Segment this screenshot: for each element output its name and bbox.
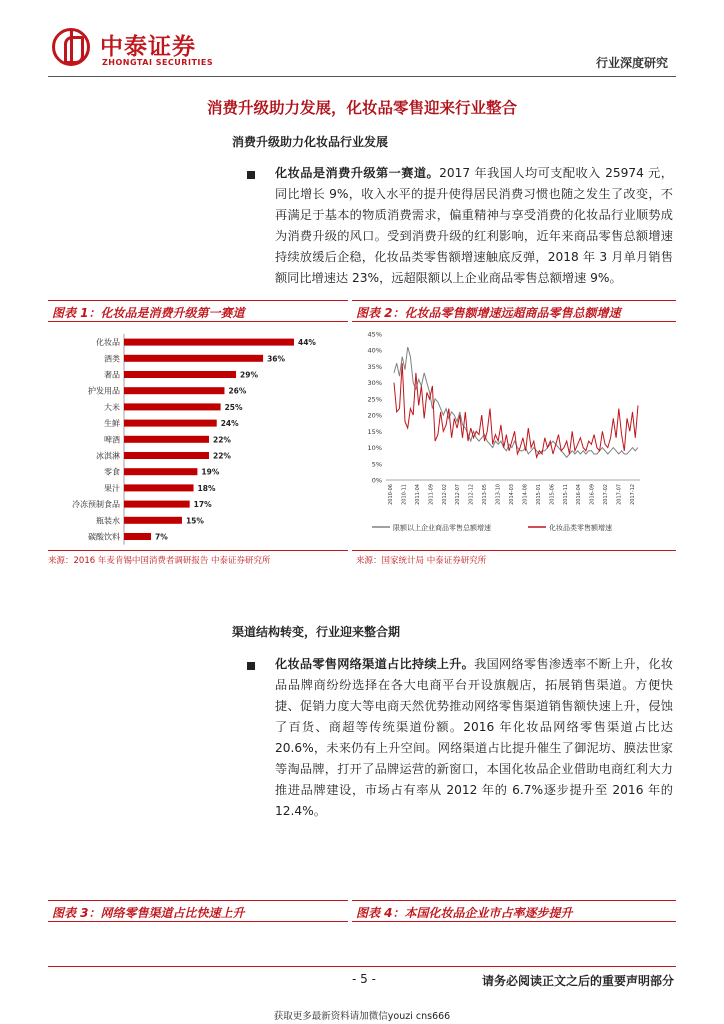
line-x-tick-label: 2017-02: [603, 484, 610, 505]
bar-category-label: 冷冻预制食品: [72, 500, 120, 510]
line-x-tick-label: 2017-12: [630, 484, 636, 505]
line-x-tick-label: 2015-01: [535, 484, 542, 505]
bar-3: [124, 387, 224, 394]
bar-5: [124, 420, 217, 427]
paragraph-1-body: 2017 年我国人均可支配收入 25974 元，同比增长 9%，收入水平的提升使得居民消费习惯也随之发生了改变，不再满足于基本的物质消费需求，偏重精神与享受消费的化妆品行业顺势成为消费升级的风口。受到消费升级的红利影响，近年来商品零售总额增速持续放缓后企稳，化妆品类零售额增速触底反弹，2018 年 3 月单月销售额同比增速达 23%，远超限额以上企业商品零售总额增速 9%。: [275, 166, 673, 285]
figure-4-header: [352, 900, 676, 922]
line-x-tick-label: 2013-10: [495, 484, 502, 505]
legend-label: 化妆品类零售额增速: [549, 524, 612, 532]
line-y-tick-label: 0%: [371, 476, 382, 485]
bar-6: [124, 436, 209, 443]
figure-2-label: 图表 2：化妆品零售额增速远超商品零售总额增速: [356, 306, 621, 320]
bar-value-label: 7%: [155, 532, 168, 542]
bullet-icon: [247, 662, 255, 670]
bar-value-label: 22%: [213, 451, 231, 461]
subsection-title-1: 消费升级助力化妆品行业发展: [232, 135, 389, 149]
logo-chinese: 中泰证券: [100, 34, 196, 60]
paragraph-2-body: 我国网络零售渗透率不断上升，化妆品品牌商纷纷选择在各大电商平台开设旗舰店，拓展销售渠道。方便快捷、促销力度大等电商天然优势推动网络零售渠道销售额快速上升，侵蚀了百货、商超等传统渠道份额。2016 年化妆品网络零售渠道占比达 20.6%，未来仍有上升空间。网络渠道占比提升催生了御泥坊、膜法世家等淘品牌，打开了品牌运营的新窗口，本国化妆品企业借助电商红利大力推进品牌建设，市场占有率从 2012 年的 6.7%逐步提升至 2016 年的 12.4%。: [275, 657, 674, 818]
line-x-tick-label: 2016-09: [589, 484, 596, 505]
line-x-tick-label: 2011-04: [414, 484, 421, 505]
line-x-tick-label: 2015-11: [562, 484, 569, 505]
bar-7: [124, 452, 209, 459]
bar-value-label: 22%: [213, 435, 231, 445]
report-type: 行业深度研究: [595, 56, 668, 70]
footer-disclaimer: 请务必阅读正文之后的重要声明部分: [481, 974, 674, 988]
bullet-icon: [247, 171, 255, 179]
line-x-tick-label: 2010-11: [401, 484, 408, 505]
line-x-tick-label: 2011-09: [428, 484, 435, 505]
bar-category-label: 啤酒: [104, 435, 120, 445]
line-x-tick-label: 2012-02: [441, 484, 448, 505]
figure-3-label: 图表 3：网络零售渠道占比快速上升: [52, 906, 245, 920]
figure-1-bottom-rule: [48, 550, 348, 551]
figure-1-header: [48, 300, 348, 322]
figure-2-line-chart: [352, 322, 676, 552]
line-y-tick-label: 20%: [367, 411, 382, 420]
paragraph-1: [275, 163, 673, 289]
figure-1-source: 来源：2016 年麦肯锡中国消费者调研报告 中泰证券研究所: [48, 556, 271, 566]
line-x-tick-label: 2014-03: [509, 484, 515, 505]
bar-category-label: 瓶装水: [96, 516, 120, 526]
figure-2-source: 来源：国家统计局 中泰证券研究所: [356, 556, 487, 566]
page-number: - 5 -: [352, 972, 376, 986]
line-y-tick-label: 25%: [367, 395, 382, 404]
bar-1: [124, 355, 263, 362]
legend-label: 限额以上企业商品零售总额增速: [393, 524, 491, 532]
bar-10: [124, 501, 190, 508]
bar-category-label: 奢品: [104, 370, 120, 380]
line-y-tick-label: 10%: [367, 444, 382, 453]
bar-value-label: 24%: [220, 419, 239, 429]
paragraph-1-lead: 化妆品是消费升级第一赛道。: [275, 166, 440, 180]
bar-value-label: 36%: [267, 354, 286, 364]
line-x-tick-label: 2014-08: [522, 484, 529, 505]
bar-category-label: 大米: [104, 402, 120, 412]
line-x-tick-label: 2010-06: [388, 484, 394, 505]
page-header: [0, 0, 724, 80]
bar-category-label: 果汁: [104, 483, 120, 493]
line-y-tick-label: 15%: [367, 427, 382, 436]
line-x-tick-label: 2017-07: [616, 484, 623, 505]
bar-value-label: 18%: [197, 483, 216, 493]
bar-value-label: 26%: [228, 386, 247, 396]
bar-4: [124, 403, 221, 410]
bar-value-label: 44%: [298, 338, 316, 348]
bar-12: [124, 533, 151, 540]
logo-english: ZHONGTAI SECURITIES: [102, 58, 214, 67]
line-x-tick-label: 2013-05: [482, 484, 489, 505]
bar-9: [124, 484, 194, 491]
line-y-tick-label: 45%: [367, 330, 382, 339]
bar-category-label: 冰淇淋: [96, 451, 120, 461]
figure-1-label: 图表 1：化妆品是消费升级第一赛道: [52, 306, 245, 320]
bar-2: [124, 371, 236, 378]
subsection-title-2: 渠道结构转变，行业迎来整合期: [232, 625, 401, 639]
bar-value-label: 29%: [240, 370, 258, 380]
section-title: 消费升级助力发展，化妆品零售迎来行业整合: [206, 99, 517, 117]
footer-divider: [48, 966, 676, 967]
header-divider: [48, 76, 676, 77]
bar-category-label: 化妆品: [96, 338, 120, 348]
line-x-tick-label: 2012-07: [455, 484, 462, 505]
bar-value-label: 25%: [224, 402, 243, 412]
bar-value-label: 19%: [201, 467, 220, 477]
bar-category-label: 碳酸饮料: [88, 532, 120, 542]
line-y-tick-label: 5%: [371, 460, 382, 469]
paragraph-2: [275, 654, 673, 822]
line-x-tick-label: 2015-06: [549, 484, 556, 505]
line-y-tick-label: 40%: [367, 346, 382, 355]
bar-0: [124, 339, 294, 346]
figure-4-label: 图表 4：本国化妆品企业市占率逐步提升: [356, 906, 573, 920]
line-y-tick-label: 30%: [367, 379, 382, 388]
footer-watermark: 获取更多最新资料请加微信youzi cns666: [273, 1011, 451, 1022]
figure-2-header: [352, 300, 676, 322]
bar-category-label: 护发用品: [88, 386, 120, 396]
figure-1-bar-chart: [48, 330, 348, 545]
zhongtai-logo-icon: [52, 28, 90, 66]
paragraph-2-lead: 化妆品零售网络渠道占比持续上升。: [275, 657, 475, 671]
line-x-tick-label: 2016-04: [576, 484, 583, 505]
figure-2-bottom-rule: [352, 550, 676, 551]
figure-3-header: [48, 900, 348, 922]
bar-category-label: 生鲜: [104, 419, 120, 429]
bar-category-label: 零食: [104, 467, 120, 477]
line-y-tick-label: 35%: [367, 362, 382, 371]
bar-11: [124, 517, 182, 524]
bar-value-label: 15%: [185, 516, 204, 526]
bar-8: [124, 468, 197, 475]
bar-category-label: 酒类: [104, 354, 120, 364]
line-series-1: [394, 363, 638, 457]
bar-value-label: 17%: [193, 500, 212, 510]
line-x-tick-label: 2012-12: [468, 484, 475, 505]
